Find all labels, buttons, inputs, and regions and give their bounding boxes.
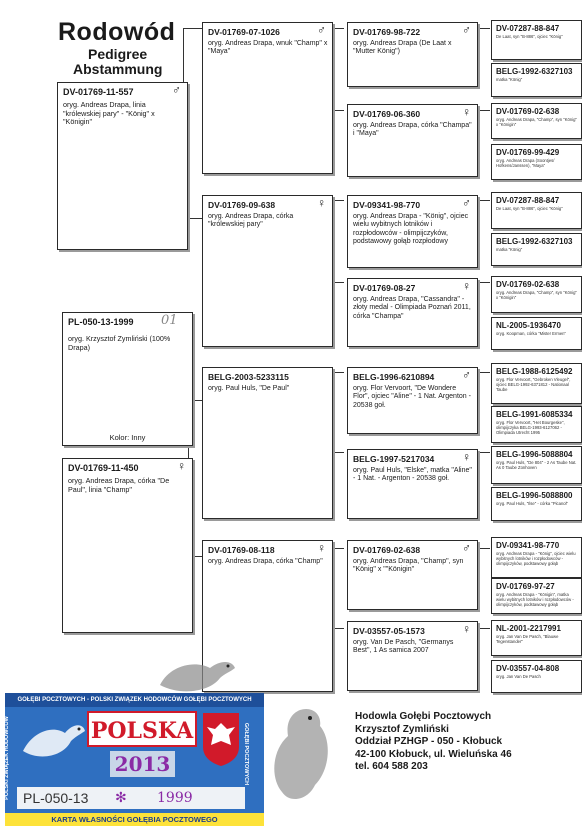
- card-country: POLSKA: [87, 711, 197, 747]
- pedigree-box-main-bird: [62, 312, 193, 446]
- ring-number: DV-01769-11-557: [63, 87, 134, 97]
- ring-number: DV-01769-08-27: [353, 283, 416, 293]
- pedigree-box-gen3: [347, 621, 478, 691]
- ring-number: PL-050-13-1999: [68, 317, 134, 327]
- ring-number: BELG-1991-6085334: [496, 410, 573, 419]
- ring-number: NL-2005-1936470: [496, 321, 561, 330]
- male-icon: ♂: [317, 23, 326, 37]
- ring-number: DV-01769-02-638: [496, 280, 560, 289]
- ring-number: DV-01769-02-638: [496, 107, 560, 116]
- ring-number: DV-01769-99-429: [496, 148, 560, 157]
- pedigree-box-gen3: [347, 104, 478, 177]
- ring-number: DV-07287-88-847: [496, 196, 560, 205]
- ring-number: DV-01769-98-722: [353, 27, 421, 37]
- bird-description: matka "König": [496, 77, 523, 82]
- bird-description: oryg. Andreas Drapa, córka "Champa" i "Maya": [353, 122, 472, 138]
- bird-description: oryg. Andreas Drapa, córka "De Paul", linia "Champ": [68, 476, 170, 494]
- ring-number: BELG-1997-5217034: [353, 454, 435, 464]
- pedigree-box-gen4: [491, 620, 582, 656]
- bird-description: oryg. Paul Huls, "Elske", matka "Aline" - 1 Nat. - Argenton - 20538 goł.: [353, 467, 472, 483]
- pedigree-subtitle-de: Abstammung: [73, 61, 163, 77]
- pedigree-box-gen4: [491, 537, 582, 578]
- pedigree-box-mother: [62, 458, 193, 633]
- bird-description: oryg. Andreas Drapa - "Königin", matka wielu wybitnych lotników i rozpłodowców - olimpijczyków, podstawowy gołąb: [496, 592, 574, 607]
- bird-description: oryg. Flor Vervoort, "De Wondere Flor", ojciec "Aline" - 1 Nat. Argenton - 20538 goł.: [353, 385, 471, 409]
- pedigree-box-gen2: [202, 367, 333, 519]
- ring-number: DV-03557-04-808: [496, 664, 560, 673]
- ring-number: DV-01769-11-450: [68, 463, 139, 473]
- ownership-card: [5, 693, 264, 826]
- breeder-contact: [355, 711, 512, 774]
- bird-description: oryg. Paul Huls, "Ilse" - córka "Picanol": [496, 501, 569, 506]
- bird-description: oryg. Paul Huls, "De Paul": [208, 385, 290, 392]
- bird-description: oryg. Krzysztof Zymliński (100% Drapa): [68, 334, 171, 352]
- ring-number: DV-01769-09-638: [208, 200, 276, 210]
- female-icon: ♀: [462, 450, 471, 464]
- bird-description: De Laat, syn "B-886", ojciec "König": [496, 34, 563, 39]
- female-icon: ♀: [317, 541, 326, 555]
- bird-description: oryg. Andreas Drapa, "Champ", syn "König" x "Königin": [496, 117, 577, 127]
- bird-description: oryg. Van De Pasch, "Germanys Best", 1 As samica 2007: [353, 639, 454, 655]
- ring-number: DV-01769-97-27: [496, 582, 555, 591]
- card-top-banner: GOŁĘBI POCZTOWYCH - POLSKI ZWIĄZEK HODOWCÓW GOŁĘBI POCZTOWYCH: [5, 693, 264, 707]
- bird-description: oryg. Andreas Drapa (Soontjes/ Hofkens/Janssen), "Maya": [496, 158, 555, 168]
- female-icon: ♀: [462, 279, 471, 293]
- card-side-text: GOŁĘBI POCZTOWYCH: [243, 722, 250, 786]
- bird-description: oryg. Jan Van De Pasch, "Blauwe Tegenstander": [496, 634, 559, 644]
- pedigree-box-father: [57, 82, 188, 250]
- bird-description: oryg. Andreas Drapa, "Cassandra" - złoty medal - Olimpiada Poznań 2011, córka "Champa": [353, 296, 471, 320]
- pedigree-box-gen3: [347, 449, 478, 519]
- pedigree-subtitle-en: Pedigree: [88, 46, 148, 62]
- pedigree-box-gen3: [347, 540, 478, 610]
- pedigree-box-gen4: [491, 578, 582, 614]
- bird-description: oryg. Jan Van De Pasch: [496, 674, 541, 679]
- ring-number: BELG-1996-5088800: [496, 491, 573, 500]
- bird-description: oryg. Koopman, córka "Mister Ermen": [496, 331, 566, 336]
- pedigree-box-gen4: [491, 103, 582, 139]
- pedigree-box-gen4: [491, 363, 582, 404]
- bird-description: oryg. Andreas Drapa, linia "królewskiej pary" - "König" x "Königin": [63, 100, 155, 127]
- pedigree-box-gen3: [347, 367, 478, 434]
- ring-number: DV-01769-02-638: [353, 545, 421, 555]
- female-icon: ♀: [462, 622, 471, 636]
- pedigree-box-gen4: [491, 406, 582, 443]
- pedigree-box-gen2: [202, 22, 333, 174]
- ring-number: BELG-1992-6327103: [496, 237, 573, 246]
- male-icon: ♂: [462, 196, 471, 210]
- male-icon: ♂: [172, 83, 181, 97]
- pedigree-box-gen4: [491, 233, 582, 266]
- bird-description: oryg. Andreas Drapa, "Champ", syn "König" x "Königin": [496, 290, 577, 300]
- ring-number: DV-01769-06-360: [353, 109, 421, 119]
- pedigree-box-gen3: [347, 195, 478, 268]
- card-ring-field: [17, 787, 245, 809]
- ring-number: BELG-1996-5088804: [496, 450, 573, 459]
- bird-description: oryg. Andreas Drapa - "König", ojciec wielu wybitnych lotników i rozpłodowców - olimpijczyków, podstawowy gołąb rozpłodowy: [353, 213, 469, 246]
- card-bottom-banner: KARTA WŁASNOŚCI GOŁĘBIA POCZTOWEGO: [5, 813, 264, 826]
- pigeon-illustration: [260, 700, 340, 810]
- bird-description: oryg. Andreas Drapa (De Laat x "Mutter König"): [353, 40, 452, 56]
- pedigree-box-gen4: [491, 63, 582, 97]
- contact-line: tel. 604 588 203: [355, 761, 428, 772]
- handwritten-note: 01: [161, 313, 178, 328]
- pedigree-title: Rodowód: [58, 18, 176, 46]
- bird-description: oryg. Paul Huls, "De 804" - 2 As Taube Nat. As 0 Taube Zonhoven: [496, 460, 577, 470]
- bird-description: oryg. Andreas Drapa, "Champ", syn "König" x ""Königin": [353, 558, 464, 574]
- contact-line: Oddział PZHGP - 050 - Kłobuck: [355, 736, 503, 747]
- ring-number: BELG-1988-6125492: [496, 367, 573, 376]
- pedigree-box-gen3: [347, 22, 478, 87]
- bird-description: oryg. Andreas Drapa, córka "królewskiej pary": [208, 213, 294, 229]
- female-icon: ♀: [462, 105, 471, 119]
- card-ring-star: ✻: [115, 790, 127, 806]
- pedigree-box-gen2: [202, 195, 333, 347]
- ring-number: DV-09341-98-770: [496, 541, 560, 550]
- male-icon: ♂: [462, 541, 471, 555]
- bird-description: oryg. Andreas Drapa - "König", ojciec wielu wybitnych lotników i rozpłodowców - olimpijczyków, podstawowy gołąb: [496, 551, 576, 566]
- bird-color: Kolor: Inny: [109, 433, 146, 442]
- pedigree-box-gen4: [491, 276, 582, 313]
- pedigree-box-gen4: [491, 446, 582, 484]
- pedigree-box-gen3: [347, 278, 478, 347]
- pedigree-box-gen4: [491, 20, 582, 60]
- bird-description: oryg. Flor Vervoort, "Het Bourgeske", olimpijczyka BELG-1993-6127062 - Olimpiada Utrecht 1995: [496, 420, 565, 435]
- bird-description: De Laat, syn "B-886", ojciec "König": [496, 206, 563, 211]
- ring-number: BELG-1996-6210894: [353, 372, 435, 382]
- ring-number: BELG-2003-5233115: [208, 372, 289, 382]
- ring-number: DV-09341-98-770: [353, 200, 421, 210]
- bird-description: oryg. Andreas Drapa, wnuk "Champ" x "Maya": [208, 40, 328, 56]
- bird-description: oryg. Flor Vervoort, "Gebroken Vleugel", ojciec BELG-1992-6371812 - Nationaal Taube: [496, 377, 571, 392]
- card-side-text: POLSKI ZWIĄZEK HODOWCÓW: [3, 716, 10, 800]
- ring-number: BELG-1992-6327103: [496, 67, 573, 76]
- contact-line: Krzysztof Zymliński: [355, 723, 449, 735]
- card-year: 2013: [110, 751, 175, 777]
- male-icon: ♂: [462, 23, 471, 37]
- ring-number: DV-07287-88-847: [496, 24, 560, 33]
- pedigree-box-gen4: [491, 487, 582, 521]
- pedigree-box-gen4: [491, 660, 582, 693]
- female-icon: ♀: [177, 459, 186, 473]
- bird-description: oryg. Andreas Drapa, córka "Champ": [208, 558, 323, 565]
- card-ring-prefix: PL-050-13: [23, 790, 89, 806]
- ring-number: DV-01769-07-1026: [208, 27, 280, 37]
- card-ring-number: 1999: [157, 790, 193, 806]
- contact-line: Hodowla Gołębi Pocztowych: [355, 711, 492, 722]
- contact-line: 42-100 Kłobuck, ul. Wieluńska 46: [355, 748, 512, 760]
- ring-number: DV-03557-05-1573: [353, 626, 425, 636]
- female-icon: ♀: [317, 196, 326, 210]
- pedigree-box-gen4: [491, 317, 582, 350]
- ring-number: NL-2001-2217991: [496, 624, 561, 633]
- pedigree-box-gen4: [491, 144, 582, 180]
- pigeon-icon: [19, 711, 87, 769]
- bird-description: matka "König": [496, 247, 523, 252]
- pedigree-box-gen4: [491, 192, 582, 229]
- connector: [183, 28, 203, 29]
- eagle-emblem-icon: [201, 711, 241, 767]
- male-icon: ♂: [462, 368, 471, 382]
- ring-number: DV-01769-08-118: [208, 545, 275, 555]
